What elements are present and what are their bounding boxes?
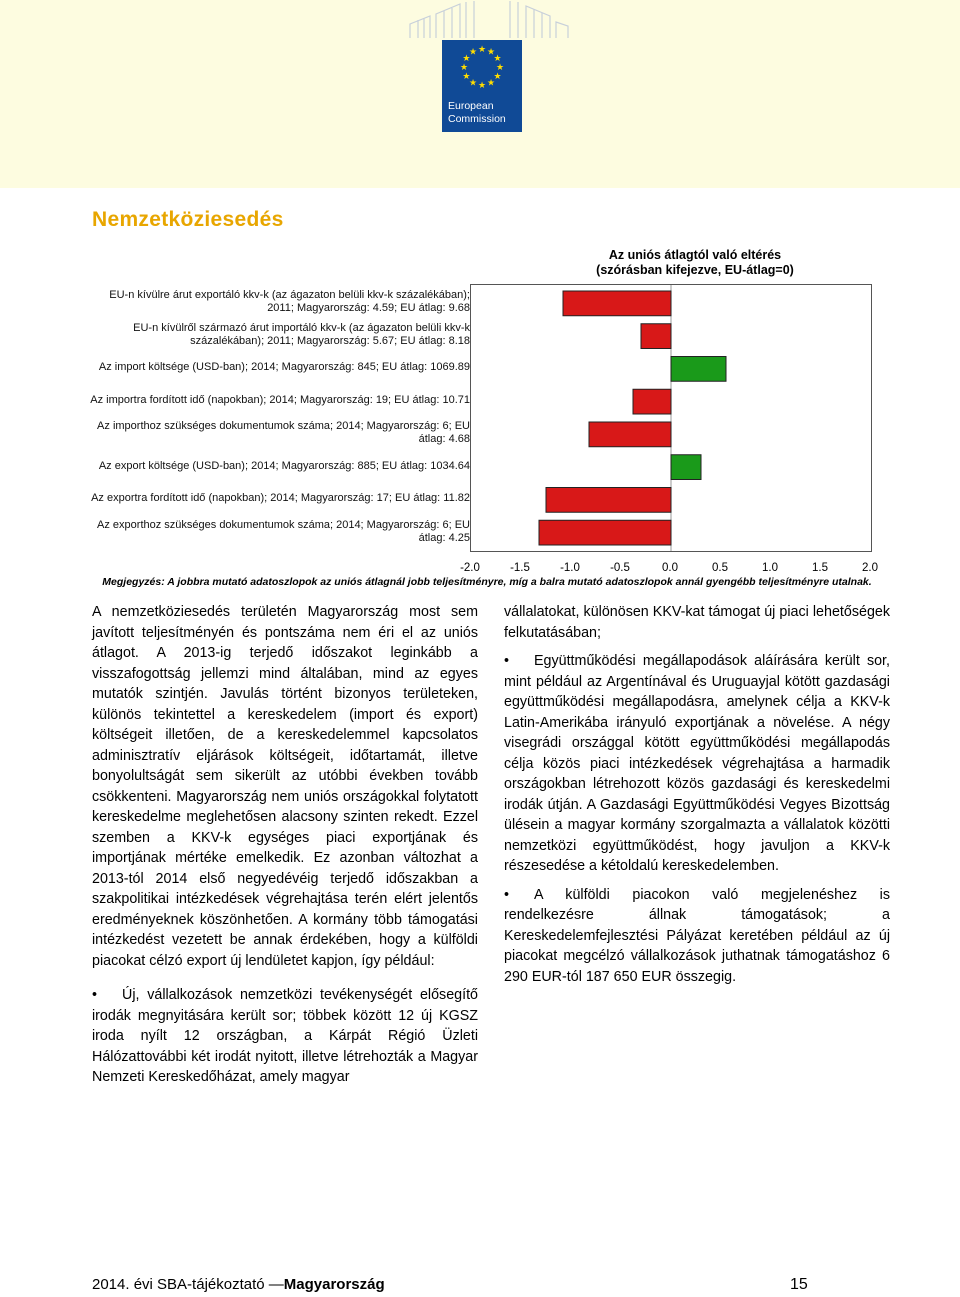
eu-star-icon: ★ [486, 47, 496, 58]
page-title: Nemzetköziesedés [92, 208, 284, 231]
footer-report-title [92, 1276, 385, 1293]
x-tick-label: 0.5 [712, 562, 728, 574]
chart-plot-area [470, 284, 872, 552]
x-tick-label: -1.0 [560, 562, 580, 574]
chart-title: Az uniós átlagtól való eltérés (szórásban kifejezve, EU-átlag=0) [596, 248, 794, 277]
logo-text-commission: Commission [448, 113, 506, 125]
bullet-icon: • [504, 653, 510, 669]
bar [671, 357, 726, 382]
x-tick-label: 0.0 [662, 562, 678, 574]
eu-star-icon: ★ [462, 72, 471, 82]
paragraph: A nemzetköziesedés területén Magyarország most sem javított teljesítményén és pontszáma nem éri el az uniós átlagot. A 2013-ig terjedő időszakot leginkább a visszafogottság jellemzi mind általában, mind az egyes mutatók szintjén. Javulás történt bizonyos területeken, különös tekintettel a kereskedelem (import és export) költségeit illetően, de a kereskedelemmel kapcsolatos adminisztratív eljárások költségeit, időtartamát, illetve bonyolultságát sem sikerült az utóbbi években tovább csökkenteni. Magyarország nem uniós országokkal folytatott kereskedelme meglehetősen alacsony szinten rekedt. Ezzel szemben a KKV-k egységes piaci exportjának és importjának mértéke emelkedik. Ez azonban változhat a 2013-tól 2014 első negyedévéig terjedő időszakban a szakpolitikai intézkedések végrehajtása terén elért jelentős eredményeknek köszönhetően. A kormány több támogatási intézkedést vezetett be annak érdekében, hogy a külföldi piacokat célzó export új lendületet kapjon, így például: [92, 604, 478, 969]
chart-category-label: Az exporthoz szükséges dokumentumok száma; 2014; Magyarország: 6; EU átlag: 4.25 [97, 518, 470, 544]
eu-star-icon: ★ [493, 72, 502, 82]
bar [589, 422, 671, 447]
bar [671, 455, 701, 480]
bullet-item [92, 985, 478, 1088]
x-tick-label: 2.0 [862, 562, 878, 574]
logo-text-european: European [448, 100, 494, 112]
eu-star-icon: ★ [486, 78, 496, 89]
bullet-text: A külföldi piacokon való megjelenéshez is rendelkezésre állnak támogatások; a Kereskedelemfejlesztési Pályázat keretében például az új piacokat megcélzó vállalkozások juthatnak támogatáshoz 6 290 EUR-tól 187 650 EUR összegig. [504, 886, 890, 985]
right-text-column [504, 602, 890, 987]
chart-note: Megjegyzés: A jobbra mutató adatoszlopok az uniós átlagnál jobb teljesítményre, míg a balra mutató adatoszlopok annál gyengébb teljesítményre utalnak. [102, 576, 872, 588]
x-tick-label: -0.5 [610, 562, 630, 574]
chart-category-label: Az exportra fordított idő (napokban); 2014; Magyarország: 17; EU átlag: 11.82 [91, 492, 470, 505]
bar [633, 389, 671, 414]
bullet-item [504, 651, 890, 877]
eu-star-icon: ★ [468, 47, 478, 58]
x-tick-label: 1.0 [762, 562, 778, 574]
eu-star-icon: ★ [477, 45, 487, 55]
footer-country: Magyarország [283, 1276, 385, 1293]
chart-bars [471, 285, 871, 551]
bullet-text: Új, vállalkozások nemzetközi tevékenységét elősegítő irodák megnyitására került sor; többek között 12 új KGSZ iroda nyílt 12 országban, a Kárpát Régió Üzleti Hálózattovábbi két irodát nyitott, illetve létrehozták a Magyar Nemzeti Kereskedőházat, amely magyar [92, 987, 478, 1085]
chart-category-label: Az export költsége (USD-ban); 2014; Magyarország: 885; EU átlag: 1034.64 [98, 459, 470, 472]
eu-star-icon: ★ [495, 63, 505, 73]
bullet-icon: • [504, 886, 510, 903]
paragraph: vállalatokat, különösen KKV-kat támogat új piaci lehetőségek felkutatásában; [504, 604, 890, 641]
chart-category-label: EU-n kívülre árut exportáló kkv-k (az ágazaton belüli kkv-k százalékában); 2011; Magyarország: 4.59; EU átlag: 9.68 [109, 289, 470, 315]
bullet-icon: • [92, 987, 98, 1003]
bar [546, 488, 671, 513]
footer-prefix: 2014. évi SBA-tájékoztató — [92, 1276, 284, 1293]
chart-category-label: Az importra fordított idő (napokban); 2014; Magyarország: 19; EU átlag: 10.71 [90, 394, 470, 407]
left-text-column [92, 602, 478, 1088]
bar [641, 324, 671, 349]
bullet-item [504, 885, 890, 988]
x-tick-label: 1.5 [812, 562, 828, 574]
page-number: 15 [790, 1276, 808, 1293]
bar [563, 291, 671, 316]
eu-star-icon: ★ [459, 63, 469, 73]
bullet-text: Együttműködési megállapodások aláírására került sor, mint például az Argentínával és Uruguayjal kötött gazdasági együttműködési megállapodásra, amelynek célja a KKV-k Latin-Amerikába irányuló exportjának a növelése. A négy visegrádi országgal kötött együttműködési megállapodás célja közös piaci intézkedések végrehajtása a harmadik országokban létrehozott közös gazdasági és kereskedelmi irodák útján. A Gazdasági Együttműködési Vegyes Bizottság ülésein a magyar kormány szorgalmazta a vállalatok közötti nemzetközi együttműködést, hogy javuljon a KKV-k részesedése a kétoldalú kereskedelemben. [504, 653, 890, 874]
bar [539, 520, 671, 545]
european-commission-logo [400, 0, 570, 140]
eu-star-icon: ★ [462, 54, 471, 64]
eu-star-icon: ★ [468, 78, 478, 89]
eu-star-icon: ★ [493, 54, 502, 64]
x-tick-label: -2.0 [460, 562, 480, 574]
chart-category-label: EU-n kívülről származó árut importáló kkv-k (az ágazaton belüli kkv-k százalékában); 2011; Magyarország: 5.67; EU átlag: 8.18 [133, 322, 470, 348]
chart-category-label: Az importhoz szükséges dokumentumok száma; 2014; Magyarország: 6; EU átlag: 4.68 [97, 420, 470, 446]
x-tick-label: -1.5 [510, 562, 530, 574]
chart-category-label: Az import költsége (USD-ban); 2014; Magyarország: 845; EU átlag: 1069.89 [98, 361, 470, 374]
eu-star-icon: ★ [477, 81, 487, 91]
